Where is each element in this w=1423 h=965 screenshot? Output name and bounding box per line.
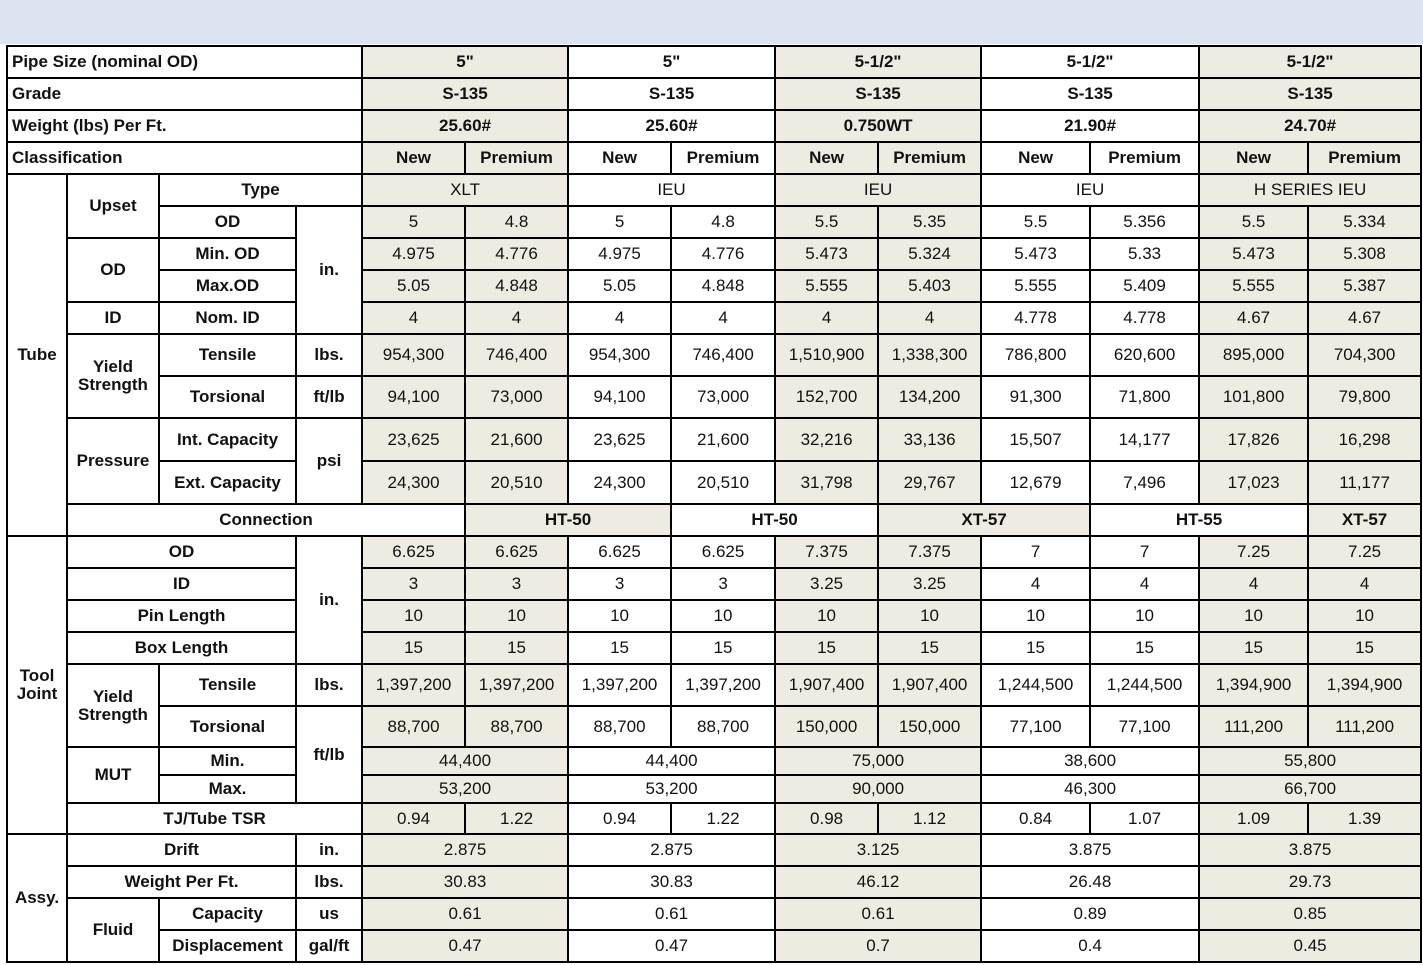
drift-value: 3.125: [775, 834, 981, 866]
tj-torsional-value: 88,700: [671, 706, 775, 747]
displacement-value: 0.47: [568, 930, 775, 962]
int-capacity-value: 21,600: [671, 418, 775, 461]
tsr-value: 1.22: [671, 803, 775, 834]
mut-max-value: 66,700: [1199, 775, 1421, 803]
box-length-value: 15: [568, 632, 671, 664]
tsr-value: 1.22: [465, 803, 568, 834]
table-row: [7, 270, 1421, 302]
tube-torsional-value: 134,200: [878, 376, 981, 418]
classification-new: New: [775, 142, 878, 174]
pin-length-label: Pin Length: [67, 600, 296, 632]
min-od-value: 4.776: [465, 238, 568, 270]
classification-new: New: [568, 142, 671, 174]
tj-tensile-value: 1,244,500: [981, 664, 1090, 706]
pin-length-value: 10: [981, 600, 1090, 632]
pin-length-value: 10: [775, 600, 878, 632]
classification-new: New: [362, 142, 465, 174]
int-capacity-value: 23,625: [568, 418, 671, 461]
table-row: [7, 504, 1421, 536]
table-row: [7, 78, 1421, 110]
assy-weight-value: 30.83: [568, 866, 775, 898]
upset-od-value: 5: [362, 206, 465, 238]
upset-od-value: 5.5: [981, 206, 1090, 238]
tj-od-value: 6.625: [568, 536, 671, 568]
unit-lbs: lbs.: [296, 334, 362, 376]
pipe-size-value: 5-1/2": [775, 46, 981, 78]
type-value: IEU: [981, 174, 1199, 206]
mut-min-value: 75,000: [775, 747, 981, 775]
weight-per-ft-label: Weight (lbs) Per Ft.: [7, 110, 362, 142]
ext-capacity-value: 17,023: [1199, 461, 1308, 504]
int-capacity-value: 14,177: [1090, 418, 1199, 461]
max-od-value: 5.403: [878, 270, 981, 302]
min-od-value: 4.975: [362, 238, 465, 270]
tube-tensile-value: 895,000: [1199, 334, 1308, 376]
tube-torsional-value: 73,000: [671, 376, 775, 418]
tj-id-value: 3: [465, 568, 568, 600]
pipe-size-label: Pipe Size (nominal OD): [7, 46, 362, 78]
tube-tensile-value: 1,338,300: [878, 334, 981, 376]
tube-torsional-value: 71,800: [1090, 376, 1199, 418]
fluid-capacity-value: 0.61: [775, 898, 981, 930]
table-row: [7, 803, 1421, 834]
pin-length-value: 10: [362, 600, 465, 632]
pin-length-value: 10: [568, 600, 671, 632]
table-row: [7, 706, 1421, 747]
group-od: OD: [67, 238, 159, 302]
displacement-value: 0.45: [1199, 930, 1421, 962]
tj-torsional-value: 150,000: [775, 706, 878, 747]
type-value: H SERIES IEU: [1199, 174, 1421, 206]
mut-max-value: 90,000: [775, 775, 981, 803]
classification-new: New: [981, 142, 1090, 174]
int-capacity-value: 21,600: [465, 418, 568, 461]
upset-od-label: OD: [159, 206, 296, 238]
tj-id-value: 4: [981, 568, 1090, 600]
tj-tensile-value: 1,397,200: [671, 664, 775, 706]
upset-od-value: 4.8: [671, 206, 775, 238]
tsr-value: 1.12: [878, 803, 981, 834]
tj-torsional-value: 77,100: [981, 706, 1090, 747]
unit-in: in.: [296, 206, 362, 334]
table-row: [7, 536, 1421, 568]
grade-value: S-135: [362, 78, 568, 110]
nom-id-value: 4.67: [1308, 302, 1421, 334]
ext-capacity-value: 24,300: [568, 461, 671, 504]
fluid-capacity-value: 0.85: [1199, 898, 1421, 930]
section-assy: Assy.: [7, 834, 67, 962]
table-row: [7, 142, 1421, 174]
pin-length-value: 10: [878, 600, 981, 632]
min-od-value: 4.975: [568, 238, 671, 270]
group-yield-strength: Yield Strength: [67, 334, 159, 418]
mut-max-value: 53,200: [568, 775, 775, 803]
pin-length-value: 10: [1090, 600, 1199, 632]
pipe-size-value: 5": [568, 46, 775, 78]
assy-weight-value: 46.12: [775, 866, 981, 898]
type-value: IEU: [775, 174, 981, 206]
min-od-value: 4.776: [671, 238, 775, 270]
weight-per-ft-value: 25.60#: [362, 110, 568, 142]
box-length-value: 15: [465, 632, 568, 664]
tsr-value: 0.98: [775, 803, 878, 834]
grade-label: Grade: [7, 78, 362, 110]
fluid-capacity-label: Capacity: [159, 898, 296, 930]
tj-torsional-value: 88,700: [362, 706, 465, 747]
upset-od-value: 5.5: [1199, 206, 1308, 238]
nom-id-value: 4.67: [1199, 302, 1308, 334]
tj-torsional-value: 88,700: [568, 706, 671, 747]
upset-od-value: 5.334: [1308, 206, 1421, 238]
grade-value: S-135: [1199, 78, 1421, 110]
mut-min-value: 44,400: [568, 747, 775, 775]
mut-min-label: Min.: [159, 747, 296, 775]
min-od-label: Min. OD: [159, 238, 296, 270]
fluid-capacity-value: 0.89: [981, 898, 1199, 930]
drift-value: 3.875: [981, 834, 1199, 866]
mut-max-value: 46,300: [981, 775, 1199, 803]
assy-weight-value: 30.83: [362, 866, 568, 898]
nom-id-value: 4.778: [1090, 302, 1199, 334]
group-mut: MUT: [67, 747, 159, 803]
fluid-capacity-value: 0.61: [362, 898, 568, 930]
tj-od-value: 7.25: [1199, 536, 1308, 568]
box-length-value: 15: [1308, 632, 1421, 664]
upset-od-value: 5.35: [878, 206, 981, 238]
connection-label: Connection: [67, 504, 465, 536]
classification-premium: Premium: [465, 142, 568, 174]
tj-id-value: 4: [1090, 568, 1199, 600]
displacement-value: 0.4: [981, 930, 1199, 962]
box-length-value: 15: [671, 632, 775, 664]
nom-id-value: 4: [775, 302, 878, 334]
weight-per-ft-value: 21.90#: [981, 110, 1199, 142]
tj-od-value: 7: [1090, 536, 1199, 568]
table-row: [7, 600, 1421, 632]
nom-id-label: Nom. ID: [159, 302, 296, 334]
min-od-value: 5.473: [1199, 238, 1308, 270]
min-od-value: 5.324: [878, 238, 981, 270]
fluid-capacity-value: 0.61: [568, 898, 775, 930]
unit-lbs: lbs.: [296, 866, 362, 898]
tj-od-value: 7.375: [775, 536, 878, 568]
box-length-value: 15: [362, 632, 465, 664]
box-length-value: 15: [1199, 632, 1308, 664]
weight-per-ft-value: 25.60#: [568, 110, 775, 142]
table-row: [7, 664, 1421, 706]
table-row: [7, 866, 1421, 898]
box-length-value: 15: [981, 632, 1090, 664]
tube-torsional-value: 94,100: [362, 376, 465, 418]
nom-id-value: 4: [878, 302, 981, 334]
min-od-value: 5.473: [981, 238, 1090, 270]
tj-od-value: 6.625: [671, 536, 775, 568]
section-tool-joint: Tool Joint: [7, 536, 67, 834]
ext-capacity-value: 31,798: [775, 461, 878, 504]
tj-torsional-value: 111,200: [1199, 706, 1308, 747]
tj-tensile-value: 1,397,200: [362, 664, 465, 706]
ext-capacity-value: 20,510: [465, 461, 568, 504]
ext-capacity-value: 24,300: [362, 461, 465, 504]
min-od-value: 5.473: [775, 238, 878, 270]
grade-value: S-135: [981, 78, 1199, 110]
tj-tensile-value: 1,394,900: [1199, 664, 1308, 706]
drift-value: 2.875: [362, 834, 568, 866]
table-row: [7, 930, 1421, 962]
tj-tensile-label: Tensile: [159, 664, 296, 706]
mut-min-value: 44,400: [362, 747, 568, 775]
tube-tensile-value: 954,300: [568, 334, 671, 376]
table-row: [7, 302, 1421, 334]
tsr-value: 0.84: [981, 803, 1090, 834]
top-header-band: [0, 0, 1423, 44]
assy-weight-value: 26.48: [981, 866, 1199, 898]
mut-min-value: 55,800: [1199, 747, 1421, 775]
max-od-label: Max.OD: [159, 270, 296, 302]
group-fluid: Fluid: [67, 898, 159, 962]
tj-id-value: 4: [1308, 568, 1421, 600]
table-row: [7, 334, 1421, 376]
min-od-value: 5.308: [1308, 238, 1421, 270]
max-od-value: 5.555: [775, 270, 878, 302]
table-row: [7, 206, 1421, 238]
tube-torsional-value: 73,000: [465, 376, 568, 418]
group-upset: Upset: [67, 174, 159, 238]
tj-torsional-value: 111,200: [1308, 706, 1421, 747]
assy-weight-value: 29.73: [1199, 866, 1421, 898]
nom-id-value: 4: [671, 302, 775, 334]
tj-id-value: 3: [362, 568, 465, 600]
tj-id-value: 4: [1199, 568, 1308, 600]
int-capacity-value: 16,298: [1308, 418, 1421, 461]
tj-torsional-label: Torsional: [159, 706, 296, 747]
max-od-value: 4.848: [671, 270, 775, 302]
displacement-label: Displacement: [159, 930, 296, 962]
displacement-value: 0.7: [775, 930, 981, 962]
tube-tensile-value: 620,600: [1090, 334, 1199, 376]
ext-capacity-value: 12,679: [981, 461, 1090, 504]
group-id: ID: [67, 302, 159, 334]
tj-torsional-value: 150,000: [878, 706, 981, 747]
tube-torsional-value: 79,800: [1308, 376, 1421, 418]
classification-premium: Premium: [671, 142, 775, 174]
table-row: [7, 834, 1421, 866]
tube-torsional-value: 152,700: [775, 376, 878, 418]
max-od-value: 5.05: [568, 270, 671, 302]
tj-od-label: OD: [67, 536, 296, 568]
drift-value: 3.875: [1199, 834, 1421, 866]
pipe-size-value: 5-1/2": [981, 46, 1199, 78]
tj-torsional-value: 88,700: [465, 706, 568, 747]
table-row: [7, 898, 1421, 930]
tj-tensile-value: 1,244,500: [1090, 664, 1199, 706]
table-row: [7, 46, 1421, 78]
ext-capacity-value: 7,496: [1090, 461, 1199, 504]
tj-od-value: 7.375: [878, 536, 981, 568]
table-row: [7, 376, 1421, 418]
int-capacity-value: 15,507: [981, 418, 1090, 461]
table-row: [7, 568, 1421, 600]
max-od-value: 5.05: [362, 270, 465, 302]
section-tube: Tube: [7, 174, 67, 536]
int-capacity-value: 23,625: [362, 418, 465, 461]
pin-length-value: 10: [1308, 600, 1421, 632]
upset-od-value: 5.5: [775, 206, 878, 238]
table-row: [7, 174, 1421, 206]
group-yield-strength: Yield Strength: [67, 664, 159, 747]
connection-value: HT-50: [671, 504, 878, 536]
group-pressure: Pressure: [67, 418, 159, 504]
tj-tensile-value: 1,397,200: [568, 664, 671, 706]
tube-torsional-value: 91,300: [981, 376, 1090, 418]
tube-torsional-value: 94,100: [568, 376, 671, 418]
tsr-value: 1.09: [1199, 803, 1308, 834]
tj-od-value: 7: [981, 536, 1090, 568]
pipe-size-value: 5": [362, 46, 568, 78]
tj-tensile-value: 1,394,900: [1308, 664, 1421, 706]
tj-tensile-value: 1,907,400: [775, 664, 878, 706]
nom-id-value: 4.778: [981, 302, 1090, 334]
table-row: [7, 775, 1421, 803]
ext-capacity-value: 29,767: [878, 461, 981, 504]
displacement-value: 0.47: [362, 930, 568, 962]
classification-premium: Premium: [1090, 142, 1199, 174]
tube-tensile-value: 954,300: [362, 334, 465, 376]
unit-lbs: lbs.: [296, 664, 362, 706]
box-length-value: 15: [1090, 632, 1199, 664]
assy-weight-label: Weight Per Ft.: [67, 866, 296, 898]
nom-id-value: 4: [362, 302, 465, 334]
tsr-value: 0.94: [362, 803, 465, 834]
ext-capacity-value: 11,177: [1308, 461, 1421, 504]
mut-min-value: 38,600: [981, 747, 1199, 775]
table-row: [7, 238, 1421, 270]
tube-tensile-value: 1,510,900: [775, 334, 878, 376]
unit-in: in.: [296, 536, 362, 664]
table-row: [7, 110, 1421, 142]
tsr-value: 1.07: [1090, 803, 1199, 834]
drill-pipe-spec-table: [6, 45, 1422, 963]
tj-id-label: ID: [67, 568, 296, 600]
box-length-value: 15: [878, 632, 981, 664]
tj-id-value: 3: [568, 568, 671, 600]
tj-tensile-value: 1,907,400: [878, 664, 981, 706]
max-od-value: 5.555: [1199, 270, 1308, 302]
unit-psi: psi: [296, 418, 362, 504]
connection-value: HT-50: [465, 504, 671, 536]
unit-ftlb: ft/lb: [296, 376, 362, 418]
tj-od-value: 6.625: [362, 536, 465, 568]
ext-capacity-value: 20,510: [671, 461, 775, 504]
pin-length-value: 10: [465, 600, 568, 632]
pin-length-value: 10: [1199, 600, 1308, 632]
min-od-value: 5.33: [1090, 238, 1199, 270]
unit-us: us: [296, 898, 362, 930]
classification-premium: Premium: [1308, 142, 1421, 174]
int-capacity-value: 32,216: [775, 418, 878, 461]
mut-max-value: 53,200: [362, 775, 568, 803]
grade-value: S-135: [775, 78, 981, 110]
type-value: IEU: [568, 174, 775, 206]
connection-value: XT-57: [1308, 504, 1421, 536]
unit-galft: gal/ft: [296, 930, 362, 962]
max-od-value: 4.848: [465, 270, 568, 302]
tj-id-value: 3.25: [775, 568, 878, 600]
unit-in: in.: [296, 834, 362, 866]
weight-per-ft-value: 24.70#: [1199, 110, 1421, 142]
box-length-label: Box Length: [67, 632, 296, 664]
connection-value: HT-55: [1090, 504, 1308, 536]
pipe-size-value: 5-1/2": [1199, 46, 1421, 78]
max-od-value: 5.387: [1308, 270, 1421, 302]
classification-premium: Premium: [878, 142, 981, 174]
box-length-value: 15: [775, 632, 878, 664]
table-row: [7, 461, 1421, 504]
tj-od-value: 6.625: [465, 536, 568, 568]
nom-id-value: 4: [568, 302, 671, 334]
tube-tensile-value: 746,400: [465, 334, 568, 376]
tj-id-value: 3.25: [878, 568, 981, 600]
tube-tensile-label: Tensile: [159, 334, 296, 376]
int-capacity-label: Int. Capacity: [159, 418, 296, 461]
table-row: [7, 747, 1421, 775]
type-value: XLT: [362, 174, 568, 206]
mut-max-label: Max.: [159, 775, 296, 803]
max-od-value: 5.409: [1090, 270, 1199, 302]
tube-tensile-value: 786,800: [981, 334, 1090, 376]
unit-ftlb: ft/lb: [296, 706, 362, 803]
pin-length-value: 10: [671, 600, 775, 632]
classification-new: New: [1199, 142, 1308, 174]
ext-capacity-label: Ext. Capacity: [159, 461, 296, 504]
nom-id-value: 4: [465, 302, 568, 334]
drift-label: Drift: [67, 834, 296, 866]
tsr-value: 1.39: [1308, 803, 1421, 834]
grade-value: S-135: [568, 78, 775, 110]
max-od-value: 5.555: [981, 270, 1090, 302]
weight-per-ft-value: 0.750WT: [775, 110, 981, 142]
tj-id-value: 3: [671, 568, 775, 600]
tsr-label: TJ/Tube TSR: [67, 803, 362, 834]
table-row: [7, 632, 1421, 664]
table-row: [7, 418, 1421, 461]
tube-torsional-label: Torsional: [159, 376, 296, 418]
upset-od-value: 4.8: [465, 206, 568, 238]
tj-od-value: 7.25: [1308, 536, 1421, 568]
drift-value: 2.875: [568, 834, 775, 866]
type-label: Type: [159, 174, 362, 206]
upset-od-value: 5.356: [1090, 206, 1199, 238]
int-capacity-value: 17,826: [1199, 418, 1308, 461]
tube-tensile-value: 704,300: [1308, 334, 1421, 376]
tj-tensile-value: 1,397,200: [465, 664, 568, 706]
tsr-value: 0.94: [568, 803, 671, 834]
connection-value: XT-57: [878, 504, 1090, 536]
int-capacity-value: 33,136: [878, 418, 981, 461]
tube-tensile-value: 746,400: [671, 334, 775, 376]
classification-label: Classification: [7, 142, 362, 174]
upset-od-value: 5: [568, 206, 671, 238]
tj-torsional-value: 77,100: [1090, 706, 1199, 747]
tube-torsional-value: 101,800: [1199, 376, 1308, 418]
